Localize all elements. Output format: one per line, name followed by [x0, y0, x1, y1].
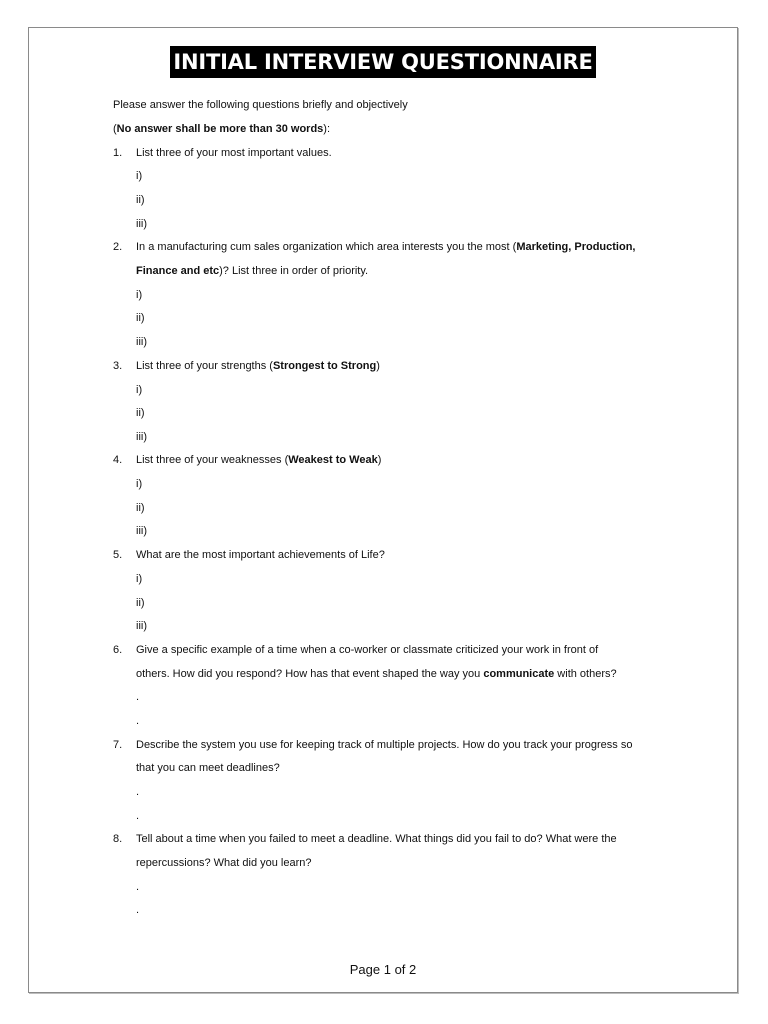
- question-5-answer-3: iii): [136, 620, 147, 632]
- question-4-answer-3: iii): [136, 525, 147, 537]
- question-6-text-line2: others. How did you respond? How has that event shaped the way you communicate with others?: [136, 668, 617, 680]
- question-1-answer-2: ii): [136, 194, 145, 206]
- question-1-number: 1.: [113, 147, 123, 159]
- question-1-text: List three of your most important values.: [136, 147, 332, 159]
- word-limit-bold: No answer shall be more than 30 words: [116, 123, 324, 135]
- intro-instruction: Please answer the following questions briefly and objectively: [113, 99, 408, 111]
- question-4-number: 4.: [113, 454, 123, 466]
- question-5-answer-2: ii): [136, 597, 145, 609]
- question-8-number: 8.: [113, 833, 123, 845]
- question-8-text-line1: Tell about a time when you failed to meet a deadline. What things did you fail to do? What were the: [136, 833, 617, 845]
- question-6-text-line1: Give a specific example of a time when a co-worker or classmate criticized your work in front of: [136, 644, 599, 656]
- question-2-number: 2.: [113, 241, 123, 253]
- question-7-number: 7.: [113, 739, 123, 751]
- question-7-text-line2: that you can meet deadlines?: [136, 762, 280, 774]
- document-title: INITIAL INTERVIEW QUESTIONNAIRE: [170, 46, 595, 78]
- question-6-number: 6.: [113, 644, 123, 656]
- question-3-text: List three of your strengths (Strongest to Strong): [136, 360, 380, 372]
- question-3-number: 3.: [113, 360, 123, 372]
- question-1-answer-3: iii): [136, 218, 147, 230]
- title-wrapper: [29, 46, 737, 78]
- page-number: Page 1 of 2: [349, 962, 417, 977]
- question-3-answer-3: iii): [136, 431, 147, 443]
- intro-word-limit: (No answer shall be more than 30 words):: [113, 123, 331, 135]
- question-2-answer-2: ii): [136, 312, 145, 324]
- question-3-answer-1: i): [136, 384, 143, 396]
- question-3-answer-2: ii): [136, 407, 145, 419]
- question-8-answer-1: .: [136, 881, 140, 893]
- question-8-text-line2: repercussions? What did you learn?: [136, 857, 312, 869]
- question-4-answer-2: ii): [136, 502, 145, 514]
- question-2-answer-3: iii): [136, 336, 147, 348]
- question-2-answer-1: i): [136, 289, 143, 301]
- question-2-text-line1: In a manufacturing cum sales organization which area interests you the most (Marketing, Production,: [136, 241, 636, 253]
- question-7-answer-2: .: [136, 810, 140, 822]
- question-5-text: What are the most important achievements of Life?: [136, 549, 385, 561]
- question-7-text-line1: Describe the system you use for keeping track of multiple projects. How do you track your progress so: [136, 739, 633, 751]
- question-4-text: List three of your weaknesses (Weakest to Weak): [136, 454, 382, 466]
- question-6-answer-2: .: [136, 715, 140, 727]
- question-2-text-line2: Finance and etc)? List three in order of priority.: [136, 265, 369, 277]
- question-8-answer-2: .: [136, 904, 140, 916]
- question-5-number: 5.: [113, 549, 123, 561]
- question-7-answer-1: .: [136, 786, 140, 798]
- question-4-answer-1: i): [136, 478, 143, 490]
- question-5-answer-1: i): [136, 573, 143, 585]
- question-1-answer-1: i): [136, 170, 143, 182]
- document-page: [28, 27, 738, 993]
- question-6-answer-1: .: [136, 691, 140, 703]
